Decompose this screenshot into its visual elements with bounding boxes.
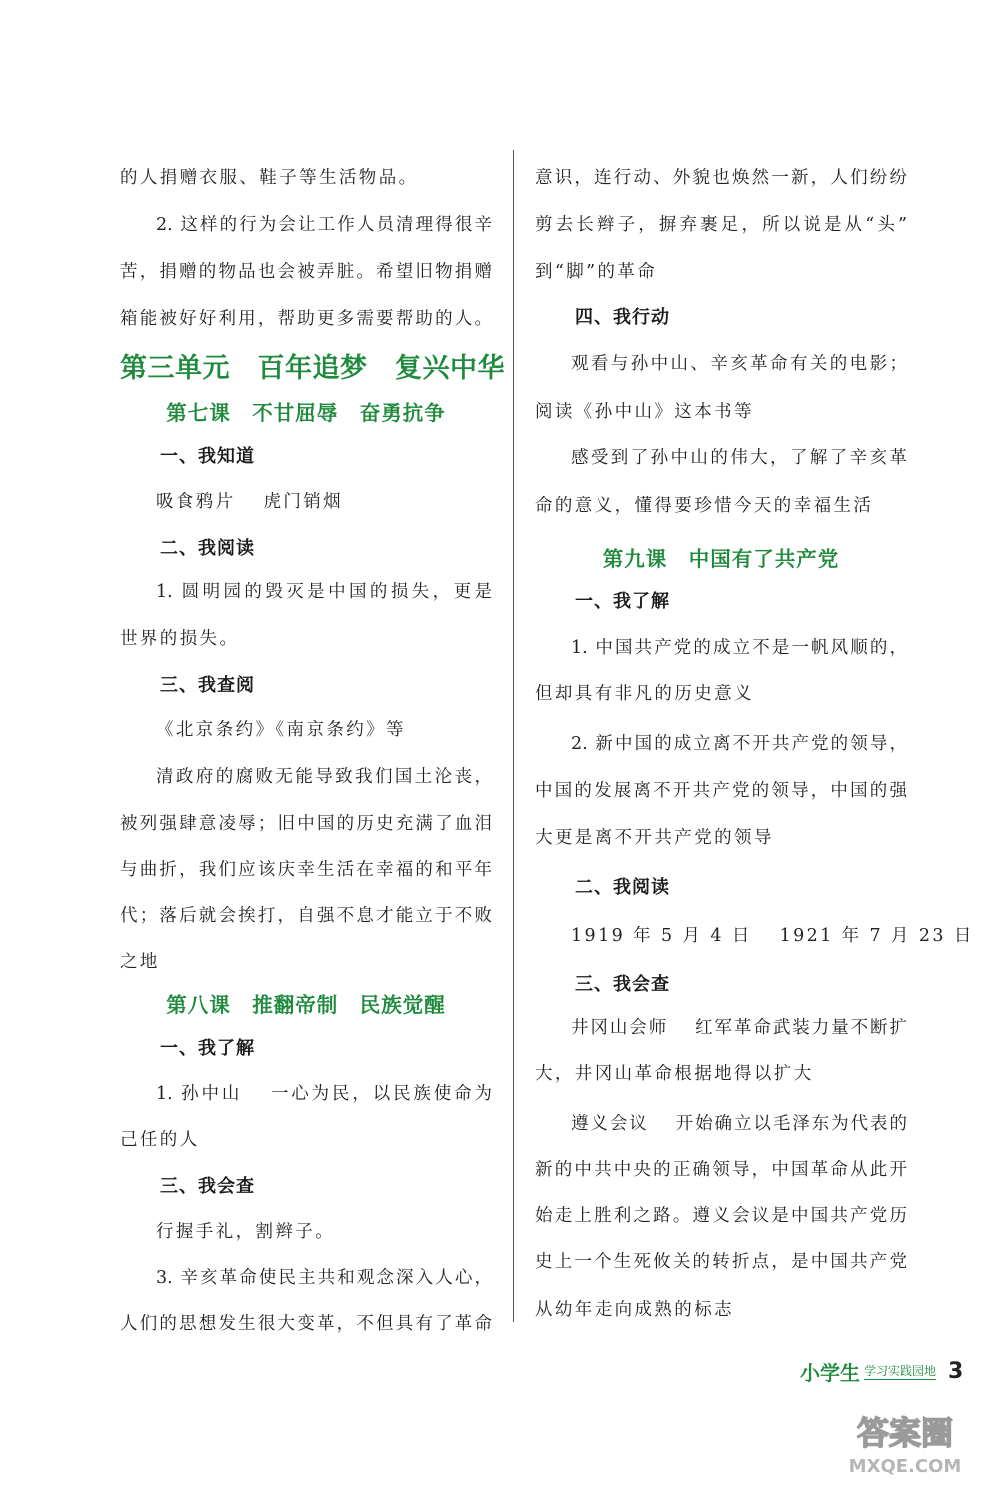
text-line: 遵义会议 开始确立以毛泽东为代表的 xyxy=(571,1114,907,1134)
text-line: 人们的思想发生很大变革，不但具有了革命 xyxy=(120,1314,492,1334)
text-line: 与曲折，我们应该庆幸生活在幸福的和平年 xyxy=(120,860,492,880)
text-line: 从幼年走向成熟的标志 xyxy=(535,1300,734,1320)
text-line: 被列强肆意凌辱；旧中国的历史充满了血泪 xyxy=(120,814,492,834)
text-line: 始走上胜利之路。遵义会议是中国共产党历 xyxy=(535,1206,907,1226)
lesson-title: 第九课 中国有了共产党 xyxy=(602,547,840,571)
text-line: 新的中共中央的正确领导，中国革命从此开 xyxy=(535,1160,907,1180)
unit-title: 第三单元 百年追梦 复兴中华 xyxy=(120,353,505,384)
footer-brand: 小学生 xyxy=(800,1360,860,1385)
lesson-title: 第七课 不甘屈辱 奋勇抗争 xyxy=(166,401,446,425)
text-line: 《北京条约》《南京条约》等 xyxy=(156,720,406,740)
lesson-title: 第八课 推翻帝制 民族觉醒 xyxy=(166,993,446,1017)
text-line: 大，井冈山革命根据地得以扩大 xyxy=(535,1064,814,1084)
footer-tagline: 学习实践园地 xyxy=(864,1364,937,1378)
text-line: 阅读《孙中山》这本书等 xyxy=(535,402,754,422)
text-line: 1. 圆明园的毁灭是中国的损失，更是 xyxy=(156,582,492,602)
page-number: 3 xyxy=(948,1358,964,1384)
text-line: 但却具有非凡的历史意义 xyxy=(535,684,754,704)
page-footer xyxy=(800,1356,963,1386)
column-divider xyxy=(513,150,514,1322)
text-line: 清政府的腐败无能导致我们国土沦丧， xyxy=(156,767,492,787)
text-line: 2. 新中国的成立离不开共产党的领导， xyxy=(571,734,907,754)
section-heading: 四、我行动 xyxy=(575,307,670,328)
text-line: 命的意义，懂得要珍惜今天的幸福生活 xyxy=(535,496,874,516)
text-line: 的人捐赠衣服、鞋子等生活物品。 xyxy=(120,168,419,188)
text-line: 箱能被好好利用，帮助更多需要帮助的人。 xyxy=(120,309,492,329)
text-line: 1. 孙中山 一心为民，以民族使命为 xyxy=(156,1084,492,1104)
section-heading: 一、我了解 xyxy=(160,1038,255,1059)
section-heading: 一、我了解 xyxy=(575,591,670,612)
text-line: 1919 年 5 月 4 日 1921 年 7 月 23 日 xyxy=(571,926,974,946)
text-line: 观看与孙中山、辛亥革命有关的电影； xyxy=(571,354,907,374)
text-line: 到“脚”的革命 xyxy=(535,262,658,282)
text-line: 己任的人 xyxy=(120,1130,200,1150)
text-line: 代；落后就会挨打，自强不息才能立于不败 xyxy=(120,906,492,926)
section-heading: 三、我会查 xyxy=(160,1176,255,1197)
text-line: 意识，连行动、外貌也焕然一新，人们纷纷 xyxy=(535,168,907,188)
section-heading: 三、我查阅 xyxy=(160,675,255,696)
text-line: 中国的发展离不开共产党的领导，中国的强 xyxy=(535,781,907,801)
text-line: 行握手礼，割辫子。 xyxy=(156,1222,336,1242)
text-line: 1. 中国共产党的成立不是一帆风顺的， xyxy=(571,638,907,658)
watermark-text: 答案圈 xyxy=(856,1414,954,1452)
text-line: 史上一个生死攸关的转折点，是中国共产党 xyxy=(535,1252,907,1272)
section-heading: 二、我阅读 xyxy=(575,877,670,898)
section-heading: 二、我阅读 xyxy=(160,538,255,559)
watermark-logo xyxy=(830,1408,980,1478)
text-line: 之地 xyxy=(120,952,160,972)
text-line: 苦，捐赠的物品也会被弄脏。希望旧物捐赠 xyxy=(120,262,492,282)
text-line: 2. 这样的行为会让工作人员清理得很辛 xyxy=(156,215,492,235)
text-line: 大更是离不开共产党的领导 xyxy=(535,828,774,848)
text-line: 感受到了孙中山的伟大，了解了辛亥革 xyxy=(571,448,907,468)
section-heading: 三、我会查 xyxy=(575,974,670,995)
text-line: 3. 辛亥革命使民主共和观念深入人心， xyxy=(156,1268,492,1288)
watermark-url: MXQE.COM xyxy=(848,1456,962,1477)
text-line: 吸食鸦片 虎门销烟 xyxy=(156,492,344,512)
text-line: 世界的损失。 xyxy=(120,629,240,649)
text-line: 井冈山会师 红军革命武装力量不断扩 xyxy=(571,1018,907,1038)
text-line: 剪去长辫子，摒弃裹足，所以说是从“头” xyxy=(535,215,907,235)
section-heading: 一、我知道 xyxy=(160,446,255,467)
